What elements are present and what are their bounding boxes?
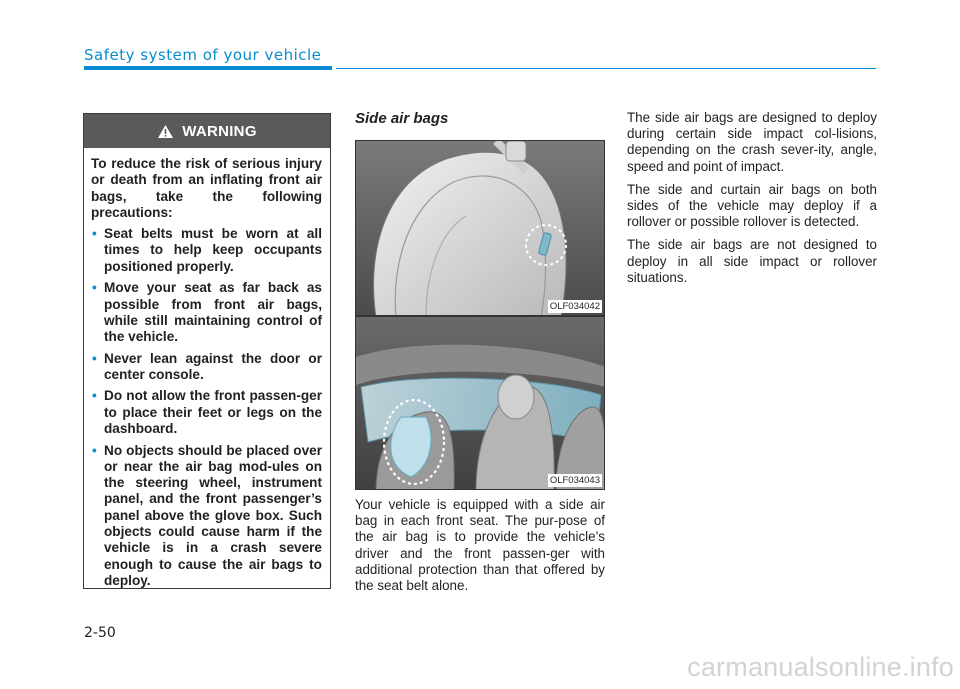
warning-item-text: No objects should be placed over or near the air bag mod-ules on the steering wheel, instrument panel, and the front passenger’s panel above the glove box. Such objects could cause harm if the vehicle is in a crash severe enough to cause the air bags to deploy.: [104, 442, 322, 588]
warning-item: [91, 280, 322, 345]
bullet-icon: •: [92, 226, 97, 242]
section-title: Safety system of your vehicle: [84, 46, 322, 64]
side-airbags-paragraph: Your vehicle is equipped with a side air bag in each front seat. The pur-pose of the air bag is to provide the vehicle’s driver and the front passen-ger with additional protection than that offered by the seat belt alone.: [355, 497, 605, 594]
right-paragraph: The side air bags are not designed to deploy in all side impact or rollover situations.: [627, 237, 877, 285]
right-paragraph: The side air bags are designed to deploy during certain side impact col-lisions, depending on the crash sever-ity, angle, speed and point of impact.: [627, 110, 877, 174]
seat-airbag-illustration: [355, 140, 605, 316]
cabin-airbag-illustration: [355, 316, 605, 490]
warning-list: [91, 226, 322, 589]
right-column: [627, 110, 877, 293]
warning-item-text: Do not allow the front passen-ger to place their feet or legs on the dashboard.: [104, 388, 322, 437]
warning-box: [83, 113, 331, 589]
warning-item-text: Seat belts must be worn at all times to help keep occupants positioned properly.: [104, 226, 322, 274]
bullet-icon: •: [92, 388, 97, 404]
figure-code: OLF034042: [549, 301, 600, 312]
bullet-icon: •: [92, 350, 97, 366]
right-paragraph: The side and curtain air bags on both sides of the vehicle may deploy if a rollover or possible rollover is detected.: [627, 181, 877, 230]
warning-item-text: Move your seat as far back as possible from front air bags, while still maintaining control of the vehicle.: [104, 280, 322, 345]
warning-item: [91, 226, 322, 275]
warning-header: [84, 114, 330, 148]
header-rule-thick: [84, 66, 332, 70]
warning-item: [91, 388, 322, 437]
warning-body: [84, 148, 330, 589]
warning-item: [91, 351, 322, 384]
warning-title: WARNING: [182, 122, 257, 140]
warning-item-text: Never lean against the door or center console.: [104, 350, 322, 382]
watermark: carmanualsonline.info: [687, 652, 954, 682]
warning-intro: To reduce the risk of serious injury or death from an inflating front air bags, take the following precautions:: [91, 156, 322, 220]
side-airbags-heading: Side air bags: [355, 110, 449, 127]
warning-triangle-icon: [157, 124, 174, 139]
bullet-icon: •: [92, 442, 97, 458]
header-rule-thin: [336, 68, 876, 69]
warning-item: [91, 443, 322, 590]
figure-code: OLF034043: [549, 475, 600, 486]
page-number: 2-50: [84, 625, 116, 641]
bullet-icon: •: [92, 280, 97, 296]
